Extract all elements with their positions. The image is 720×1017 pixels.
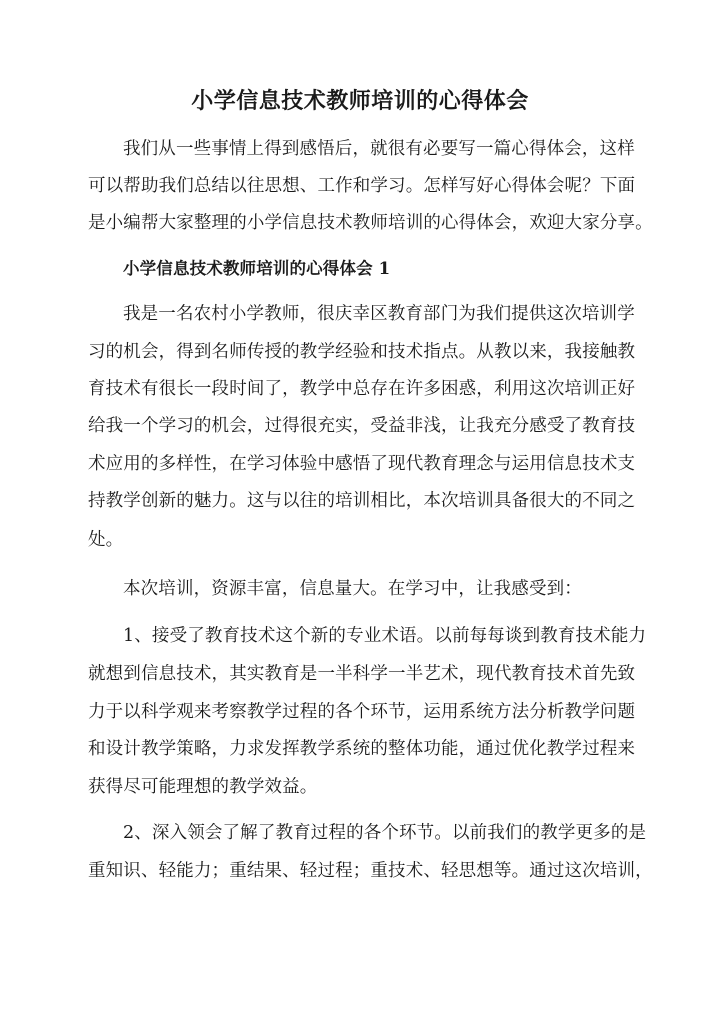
intro-line-3: 是小编帮大家整理的小学信息技术教师培训的心得体会，欢迎大家分享。	[88, 213, 653, 233]
p3-line-1: 1、接受了教育技术这个新的专业术语。以前每每谈到教育技术能力	[123, 626, 647, 646]
p1-line-6: 持教学创新的魅力。这与以往的培训相比，本次培训具备很大的不同之	[88, 491, 636, 511]
p1-line-7: 处。	[88, 530, 124, 550]
p2-line-1: 本次培训，资源丰富，信息量大。在学习中，让我感受到：	[123, 579, 582, 599]
p4-line-2: 重知识、轻能力；重结果、轻过程；重技术、轻思想等。通过这次培训，	[88, 861, 653, 881]
p1-line-1: 我是一名农村小学教师，很庆幸区教育部门为我们提供这次培训学	[123, 304, 635, 324]
document-title: 小学信息技术教师培训的心得体会	[191, 88, 529, 114]
intro-line-1: 我们从一些事情上得到感悟后，就很有必要写一篇心得体会，这样	[123, 139, 635, 159]
p4-line-1: 2、深入领会了解了教育过程的各个环节。以前我们的教学更多的是	[123, 823, 647, 843]
section-heading: 小学信息技术教师培训的心得体会 1	[123, 259, 391, 278]
p3-line-4: 和设计教学策略，力求发挥教学系统的整体功能，通过优化教学过程来	[88, 739, 636, 759]
p3-line-2: 就想到信息技术，其实教育是一半科学一半艺术，现代教育技术首先致	[88, 664, 636, 684]
p3-line-5: 获得尽可能理想的教学效益。	[88, 777, 318, 797]
intro-line-2: 可以帮助我们总结以往思想、工作和学习。怎样写好心得体会呢？下面	[88, 176, 636, 196]
p3-line-3: 力于以科学观来考察教学过程的各个环节，运用系统方法分析教学问题	[88, 702, 636, 722]
p1-line-4: 给我一个学习的机会，过得很充实，受益非浅，让我充分感受了教育技	[88, 416, 636, 436]
p1-line-2: 习的机会，得到名师传授的教学经验和技术指点。从教以来，我接触教	[88, 342, 636, 362]
p1-line-3: 育技术有很长一段时间了，教学中总存在许多困惑，利用这次培训正好	[88, 379, 636, 399]
p1-line-5: 术应用的多样性，在学习体验中感悟了现代教育理念与运用信息技术支	[88, 454, 636, 474]
